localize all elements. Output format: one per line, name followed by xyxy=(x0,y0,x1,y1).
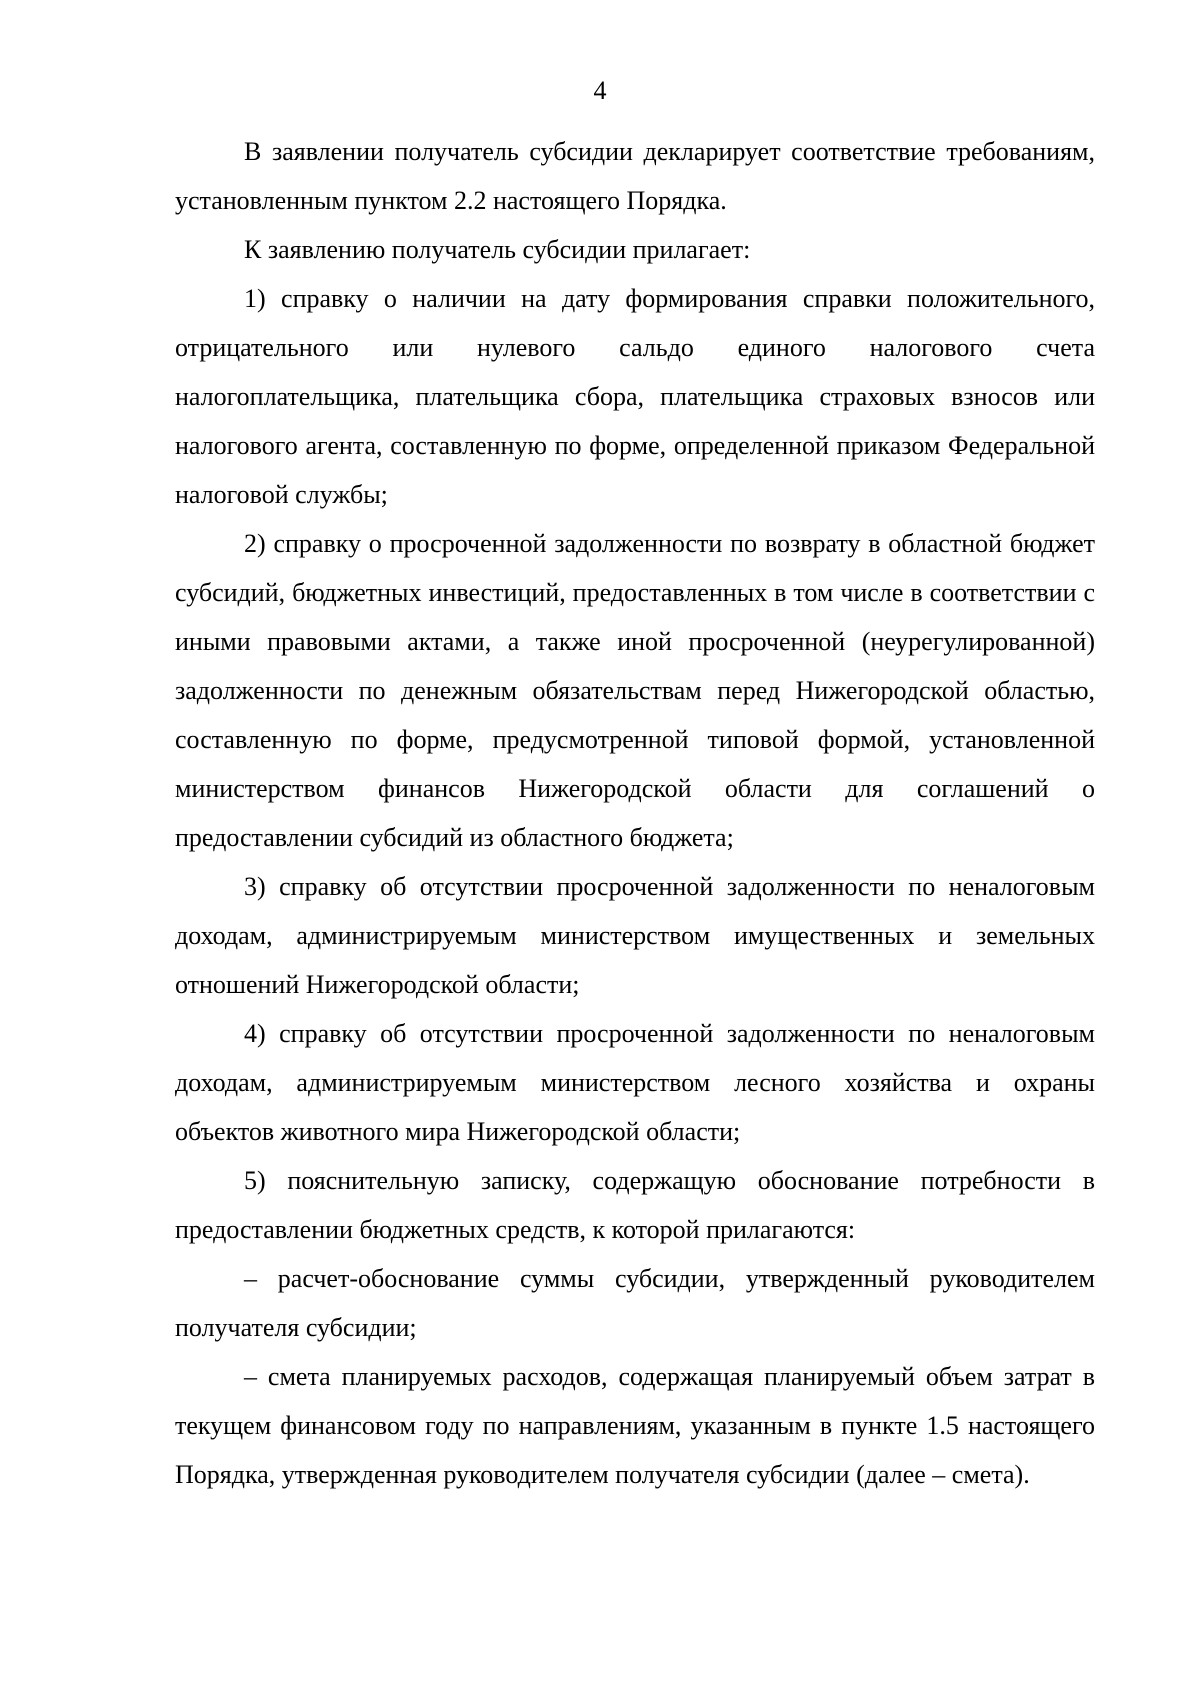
paragraph-attachments-intro: К заявлению получатель субсидии прилагает: xyxy=(244,235,751,264)
paragraph-item-2: 2) справку о просроченной задолженности по возврату в областной бюджет субсидий, бюджетных инвестиций, предоставленных в том числе в соответствии с иными правовыми актами, а также иной просроченной (неурегулированной) задолженности по денежным обязательствам перед Нижегородской областью, составленную по форме, предусмотренной типовой формой, установленной министерством финансов Нижегородской области для соглашений о предоставлении субсидий из областного бюджета; xyxy=(175,529,1095,852)
page-number: 4 xyxy=(593,76,607,105)
paragraph-item-1: 1) справку о наличии на дату формирования справки положительного, отрицательного или нулевого сальдо единого налогового счета налогоплательщика, плательщика сбора, плательщика страховых взносов или налогового агента, составленную по форме, определенной приказом Федеральной налоговой службы; xyxy=(175,284,1095,509)
paragraph-dash-estimate: – смета планируемых расходов, содержащая планируемый объем затрат в текущем финансовом году по направлениям, указанным в пункте 1.5 настоящего Порядка, утвержденная руководителем получателя субсидии (далее – смета). xyxy=(175,1362,1095,1489)
paragraph-item-5: 5) пояснительную записку, содержащую обоснование потребности в предоставлении бюджетных средств, к которой прилагаются: xyxy=(175,1166,1095,1244)
paragraph-item-4: 4) справку об отсутствии просроченной задолженности по неналоговым доходам, администрируемым министерством лесного хозяйства и охраны объектов животного мира Нижегородской области; xyxy=(175,1019,1095,1146)
paragraph-declaration: В заявлении получатель субсидии декларирует соответствие требованиям, установленным пунктом 2.2 настоящего Порядка. xyxy=(175,137,1095,215)
document-body xyxy=(175,127,1095,1499)
paragraph-item-3: 3) справку об отсутствии просроченной задолженности по неналоговым доходам, администрируемым министерством имущественных и земельных отношений Нижегородской области; xyxy=(175,872,1095,999)
paragraph-dash-calculation: – расчет-обоснование суммы субсидии, утвержденный руководителем получателя субсидии; xyxy=(175,1264,1095,1342)
